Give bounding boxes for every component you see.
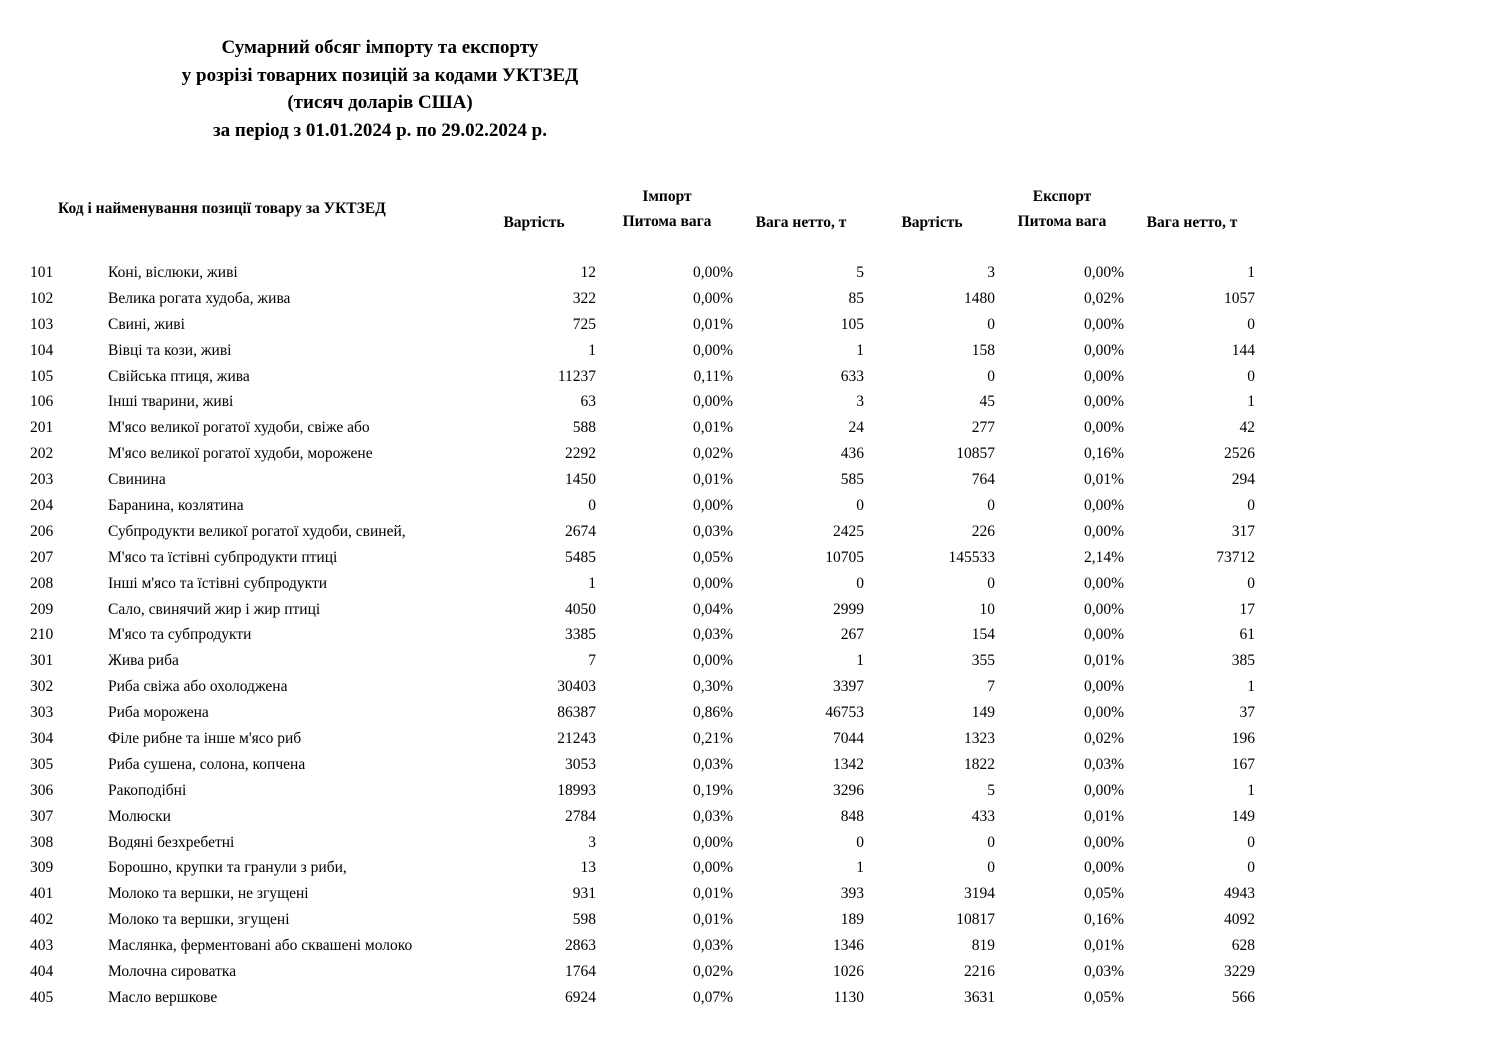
- item-name: Молоко та вершки, згущені: [108, 911, 290, 929]
- import-value: 0: [588, 497, 596, 515]
- export-share: 0,01%: [1083, 652, 1124, 670]
- import-weight: 1: [856, 652, 864, 670]
- import-share: 0,00%: [692, 652, 733, 670]
- export-share: 0,00%: [1083, 341, 1124, 359]
- import-weight: 3397: [833, 678, 864, 696]
- import-share: 0,21%: [692, 730, 733, 748]
- import-value: 598: [572, 911, 596, 929]
- export-value: 154: [971, 626, 995, 644]
- table-row: [0, 830, 1497, 856]
- export-weight: 1057: [1224, 289, 1255, 307]
- import-value: 931: [572, 885, 596, 903]
- item-name: М'ясо великої рогатої худоби, свіже або: [108, 419, 370, 437]
- export-share: 0,02%: [1083, 289, 1124, 307]
- import-value: 3: [588, 833, 596, 851]
- item-name: Баранина, козлятина: [108, 497, 244, 515]
- export-value: 10817: [956, 911, 995, 929]
- report-title: [80, 34, 680, 144]
- header-export-share: Питома вага: [1017, 213, 1107, 230]
- import-value: 11237: [557, 367, 596, 385]
- import-weight: 0: [856, 497, 864, 515]
- data-table: [0, 260, 1497, 1011]
- item-name: Масло вершкове: [108, 988, 218, 1006]
- item-code: 207: [30, 548, 54, 566]
- item-name: Риба свіжа або охолоджена: [108, 678, 288, 696]
- table-row: [0, 571, 1497, 597]
- import-share: 0,00%: [692, 393, 733, 411]
- export-weight: 144: [1231, 341, 1255, 359]
- item-name: М'ясо та субпродукти: [108, 626, 252, 644]
- item-name: Молоко та вершки, не згущені: [108, 885, 309, 903]
- import-weight: 46753: [825, 704, 864, 722]
- import-value: 2292: [565, 445, 596, 463]
- item-code: 303: [30, 704, 54, 722]
- header-export: Експорт: [1032, 188, 1092, 205]
- header-export-value: Вартість: [901, 214, 963, 231]
- import-share: 0,01%: [692, 315, 733, 333]
- import-share: 0,00%: [692, 574, 733, 592]
- export-share: 0,01%: [1083, 471, 1124, 489]
- item-name: Субпродукти великої рогатої худоби, свиней,: [108, 522, 406, 540]
- import-share: 0,30%: [692, 678, 733, 696]
- table-row: [0, 286, 1497, 312]
- export-weight: 4092: [1224, 911, 1255, 929]
- import-share: 0,03%: [692, 755, 733, 773]
- export-weight: 0: [1247, 859, 1255, 877]
- export-weight: 61: [1239, 626, 1255, 644]
- table-row: [0, 312, 1497, 338]
- table-row: [0, 545, 1497, 571]
- import-share: 0,00%: [692, 497, 733, 515]
- export-share: 0,03%: [1083, 755, 1124, 773]
- export-share: 0,00%: [1083, 678, 1124, 696]
- import-weight: 105: [840, 315, 864, 333]
- import-weight: 633: [840, 367, 864, 385]
- export-value: 764: [971, 471, 995, 489]
- item-code: 201: [30, 419, 54, 437]
- export-share: 0,05%: [1083, 885, 1124, 903]
- header-item: Код і найменування позиції товару за УКТЗЕД: [58, 200, 386, 217]
- import-value: 4050: [565, 600, 596, 618]
- import-value: 1: [588, 574, 596, 592]
- item-code: 309: [30, 859, 54, 877]
- table-row: [0, 648, 1497, 674]
- export-share: 0,03%: [1083, 963, 1124, 981]
- export-share: 0,00%: [1083, 393, 1124, 411]
- item-name: М'ясо та їстівні субпродукти птиці: [108, 548, 338, 566]
- header-import-share: Питома вага: [622, 213, 712, 230]
- table-row: [0, 364, 1497, 390]
- export-value: 0: [987, 574, 995, 592]
- item-code: 106: [30, 393, 54, 411]
- import-value: 21243: [557, 730, 596, 748]
- import-share: 0,00%: [692, 859, 733, 877]
- export-weight: 149: [1231, 807, 1255, 825]
- export-share: 0,00%: [1083, 704, 1124, 722]
- import-value: 30403: [557, 678, 596, 696]
- export-share: 0,00%: [1083, 497, 1124, 515]
- item-code: 301: [30, 652, 54, 670]
- export-share: 0,00%: [1083, 264, 1124, 281]
- table-row: [0, 415, 1497, 441]
- export-value: 149: [971, 704, 995, 722]
- import-weight: 189: [840, 911, 864, 929]
- item-code: 105: [30, 367, 54, 385]
- table-row: [0, 985, 1497, 1011]
- item-name: Філе рибне та інше м'ясо риб: [108, 730, 302, 748]
- export-share: 0,00%: [1083, 419, 1124, 437]
- export-value: 819: [971, 937, 995, 955]
- export-value: 0: [987, 833, 995, 851]
- item-name: Свині, живі: [108, 315, 185, 333]
- import-value: 588: [572, 419, 596, 437]
- header-import-value: Вартість: [503, 214, 565, 231]
- import-share: 0,00%: [692, 341, 733, 359]
- export-share: 2,14%: [1083, 548, 1124, 566]
- import-share: 0,86%: [692, 704, 733, 722]
- import-share: 0,02%: [692, 963, 733, 981]
- table-row: [0, 778, 1497, 804]
- export-share: 0,00%: [1083, 781, 1124, 799]
- item-code: 206: [30, 522, 54, 540]
- import-value: 322: [572, 289, 596, 307]
- import-weight: 1026: [833, 963, 864, 981]
- export-share: 0,00%: [1083, 859, 1124, 877]
- import-weight: 1342: [833, 755, 864, 773]
- export-weight: 37: [1239, 704, 1255, 722]
- import-value: 3385: [565, 626, 596, 644]
- export-weight: 42: [1239, 419, 1255, 437]
- item-name: Маслянка, ферментовані або сквашені молоко: [108, 937, 413, 955]
- item-name: Велика рогата худоба, жива: [108, 289, 291, 307]
- table-row: [0, 519, 1497, 545]
- title-line-1: Сумарний обсяг імпорту та експорту: [221, 37, 539, 58]
- title-line-4: за період з 01.01.2024 р. по 29.02.2024 р.: [213, 119, 547, 141]
- import-weight: 85: [848, 289, 864, 307]
- item-code: 202: [30, 445, 54, 463]
- export-weight: 294: [1231, 471, 1255, 489]
- export-value: 45: [979, 393, 995, 411]
- import-weight: 1346: [833, 937, 864, 955]
- header-export-weight: Вага нетто, т: [1146, 214, 1238, 231]
- import-weight: 267: [840, 626, 864, 644]
- import-weight: 3296: [833, 781, 864, 799]
- item-code: 405: [30, 988, 54, 1006]
- item-code: 304: [30, 730, 54, 748]
- item-name: Риба морожена: [108, 704, 209, 722]
- export-share: 0,00%: [1083, 367, 1124, 385]
- export-value: 1323: [964, 730, 995, 748]
- item-code: 103: [30, 315, 54, 333]
- import-share: 0,03%: [692, 522, 733, 540]
- item-name: Молочна сироватка: [108, 963, 237, 981]
- export-share: 0,00%: [1083, 600, 1124, 618]
- export-value: 10857: [956, 445, 995, 463]
- item-code: 302: [30, 678, 54, 696]
- item-name: Інші м'ясо та їстівні субпродукти: [108, 574, 328, 592]
- item-name: Борошно, крупки та гранули з риби,: [108, 859, 347, 877]
- export-weight: 317: [1231, 522, 1255, 540]
- item-code: 204: [30, 497, 54, 515]
- import-weight: 7044: [833, 730, 864, 748]
- export-value: 1822: [964, 755, 995, 773]
- import-value: 86387: [557, 704, 596, 722]
- import-share: 0,03%: [692, 937, 733, 955]
- export-value: 0: [987, 315, 995, 333]
- export-weight: 1: [1247, 264, 1255, 281]
- export-share: 0,05%: [1083, 988, 1124, 1006]
- import-weight: 848: [840, 807, 864, 825]
- export-weight: 1: [1247, 781, 1255, 799]
- item-code: 101: [30, 264, 54, 281]
- export-share: 0,02%: [1083, 730, 1124, 748]
- table-row: [0, 467, 1497, 493]
- export-value: 145533: [948, 548, 995, 566]
- item-code: 210: [30, 626, 54, 644]
- table-row: [0, 881, 1497, 907]
- item-code: 401: [30, 885, 54, 903]
- import-share: 0,01%: [692, 471, 733, 489]
- item-code: 104: [30, 341, 54, 359]
- table-row: [0, 804, 1497, 830]
- item-code: 403: [30, 937, 54, 955]
- import-value: 6924: [565, 988, 596, 1006]
- item-name: Інші тварини, живі: [108, 393, 234, 411]
- header-import-weight: Вага нетто, т: [755, 214, 847, 231]
- table-row: [0, 674, 1497, 700]
- item-name: Свинина: [108, 471, 166, 489]
- import-value: 1: [588, 341, 596, 359]
- import-share: 0,03%: [692, 807, 733, 825]
- import-share: 0,01%: [692, 885, 733, 903]
- item-code: 404: [30, 963, 54, 981]
- export-value: 3194: [964, 885, 995, 903]
- item-name: Ракоподібні: [108, 781, 187, 799]
- export-share: 0,00%: [1083, 574, 1124, 592]
- import-value: 1764: [565, 963, 596, 981]
- table-row: [0, 933, 1497, 959]
- import-weight: 5: [856, 264, 864, 281]
- export-weight: 17: [1239, 600, 1255, 618]
- export-weight: 167: [1231, 755, 1255, 773]
- import-value: 12: [580, 264, 596, 281]
- table-row: [0, 389, 1497, 415]
- title-line-2: у розрізі товарних позицій за кодами УКТЗЕД: [181, 64, 579, 86]
- import-weight: 1: [856, 341, 864, 359]
- item-name: Жива риба: [108, 652, 179, 670]
- import-share: 0,02%: [692, 445, 733, 463]
- export-share: 0,00%: [1083, 522, 1124, 540]
- import-weight: 1130: [833, 988, 864, 1006]
- export-value: 3631: [964, 988, 995, 1006]
- item-code: 102: [30, 289, 54, 307]
- table-row: [0, 493, 1497, 519]
- import-value: 63: [580, 393, 596, 411]
- export-weight: 73712: [1216, 548, 1255, 566]
- import-weight: 2425: [833, 522, 864, 540]
- item-code: 203: [30, 471, 54, 489]
- import-weight: 585: [840, 471, 864, 489]
- import-weight: 3: [856, 393, 864, 411]
- table-row: [0, 441, 1497, 467]
- import-value: 1450: [565, 471, 596, 489]
- export-share: 0,00%: [1083, 626, 1124, 644]
- export-weight: 4943: [1224, 885, 1255, 903]
- export-value: 277: [971, 419, 995, 437]
- import-share: 0,01%: [692, 419, 733, 437]
- import-share: 0,00%: [692, 289, 733, 307]
- import-share: 0,07%: [692, 988, 733, 1006]
- import-value: 2784: [565, 807, 596, 825]
- item-name: Вівці та кози, живі: [108, 341, 232, 359]
- item-code: 307: [30, 807, 54, 825]
- table-row: [0, 622, 1497, 648]
- item-code: 402: [30, 911, 54, 929]
- item-code: 208: [30, 574, 54, 592]
- item-name: Риба сушена, солона, копчена: [108, 755, 306, 773]
- item-name: Сало, свинячий жир і жир птиці: [108, 600, 321, 618]
- header-import: Імпорт: [642, 188, 692, 205]
- item-name: Водяні безхребетні: [108, 833, 235, 851]
- table-row: [0, 959, 1497, 985]
- import-weight: 436: [840, 445, 864, 463]
- item-name: Коні, віслюки, живі: [108, 264, 238, 281]
- import-share: 0,04%: [692, 600, 733, 618]
- import-weight: 24: [848, 419, 864, 437]
- import-value: 3053: [565, 755, 596, 773]
- export-weight: 0: [1247, 833, 1255, 851]
- export-value: 1480: [964, 289, 995, 307]
- export-weight: 0: [1247, 497, 1255, 515]
- import-weight: 2999: [833, 600, 864, 618]
- import-share: 0,11%: [693, 367, 733, 385]
- import-share: 0,05%: [692, 548, 733, 566]
- import-weight: 393: [840, 885, 864, 903]
- export-value: 355: [971, 652, 995, 670]
- export-value: 158: [971, 341, 995, 359]
- item-code: 209: [30, 600, 54, 618]
- export-value: 3: [987, 264, 995, 281]
- table-row: [0, 855, 1497, 881]
- import-share: 0,19%: [692, 781, 733, 799]
- table-row: [0, 700, 1497, 726]
- export-weight: 196: [1231, 730, 1255, 748]
- table-row: [0, 752, 1497, 778]
- item-code: 305: [30, 755, 54, 773]
- import-value: 2863: [565, 937, 596, 955]
- table-row: [0, 726, 1497, 752]
- export-weight: 628: [1231, 937, 1255, 955]
- import-share: 0,00%: [692, 833, 733, 851]
- export-share: 0,16%: [1083, 911, 1124, 929]
- export-value: 10: [979, 600, 995, 618]
- export-weight: 1: [1247, 393, 1255, 411]
- export-value: 0: [987, 367, 995, 385]
- export-share: 0,00%: [1083, 833, 1124, 851]
- export-weight: 566: [1231, 988, 1255, 1006]
- item-name: Свійська птиця, жива: [108, 367, 250, 385]
- import-share: 0,00%: [692, 264, 733, 281]
- import-share: 0,01%: [692, 911, 733, 929]
- export-weight: 0: [1247, 367, 1255, 385]
- export-value: 2216: [964, 963, 995, 981]
- export-weight: 0: [1247, 315, 1255, 333]
- import-share: 0,03%: [692, 626, 733, 644]
- import-value: 725: [572, 315, 596, 333]
- export-value: 5: [987, 781, 995, 799]
- table-row: [0, 338, 1497, 364]
- export-share: 0,00%: [1083, 315, 1124, 333]
- export-value: 433: [971, 807, 995, 825]
- import-weight: 0: [856, 833, 864, 851]
- import-weight: 0: [856, 574, 864, 592]
- table-row: [0, 260, 1497, 286]
- item-name: М'ясо великої рогатої худоби, морожене: [108, 445, 373, 463]
- table-row: [0, 597, 1497, 623]
- export-share: 0,16%: [1083, 445, 1124, 463]
- item-code: 306: [30, 781, 54, 799]
- import-weight: 10705: [825, 548, 864, 566]
- export-share: 0,01%: [1083, 807, 1124, 825]
- table-row: [0, 907, 1497, 933]
- export-weight: 0: [1247, 574, 1255, 592]
- export-weight: 3229: [1224, 963, 1255, 981]
- export-value: 7: [987, 678, 995, 696]
- import-value: 7: [588, 652, 596, 670]
- export-value: 0: [987, 859, 995, 877]
- import-value: 18993: [557, 781, 596, 799]
- import-value: 5485: [565, 548, 596, 566]
- export-weight: 2526: [1224, 445, 1255, 463]
- import-weight: 1: [856, 859, 864, 877]
- export-share: 0,01%: [1083, 937, 1124, 955]
- item-name: Молюски: [108, 807, 171, 825]
- import-value: 2674: [565, 522, 596, 540]
- export-weight: 1: [1247, 678, 1255, 696]
- import-value: 13: [580, 859, 596, 877]
- export-value: 226: [971, 522, 995, 540]
- title-line-3: (тисяч доларів США): [287, 92, 473, 113]
- export-weight: 385: [1231, 652, 1255, 670]
- export-value: 0: [987, 497, 995, 515]
- item-code: 308: [30, 833, 54, 851]
